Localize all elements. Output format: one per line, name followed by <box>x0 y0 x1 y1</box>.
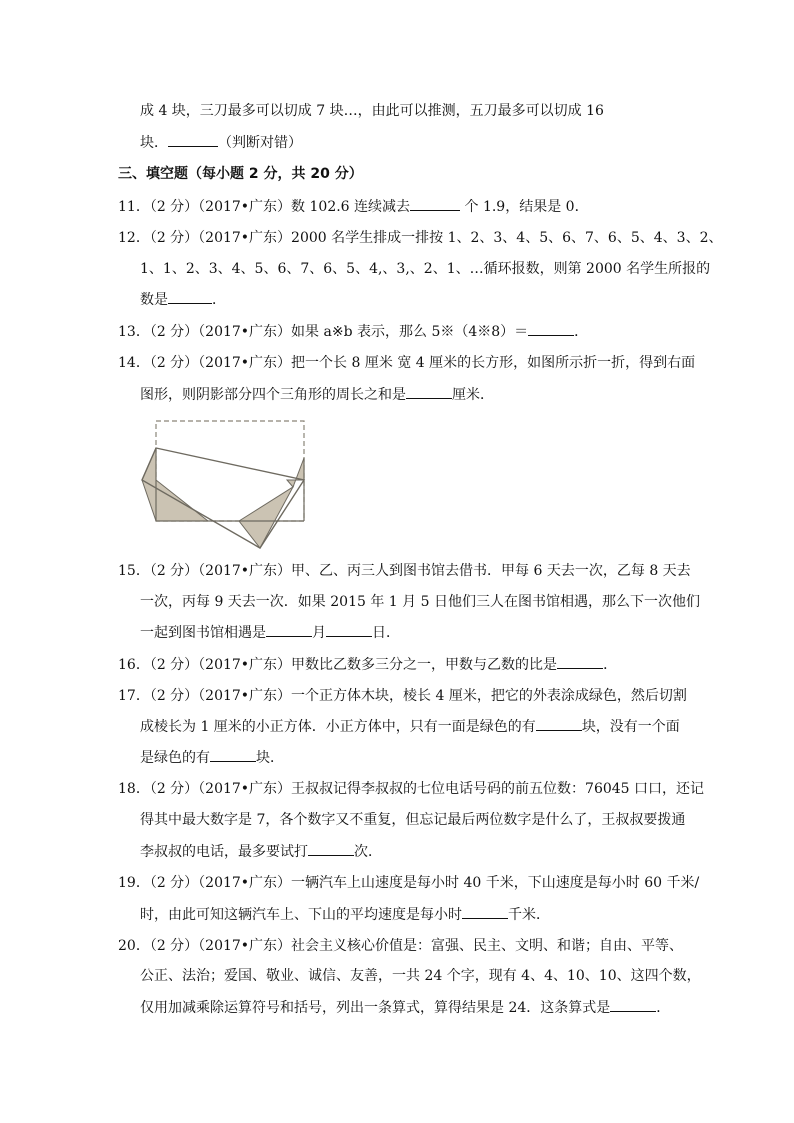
question-19-line-2: 时，由此可知这辆汽车上、下山的平均速度是每小时 千米． <box>140 904 550 925</box>
shaded-triangle-right <box>287 458 304 487</box>
answer-blank[interactable] <box>168 132 218 147</box>
question-15-line-1: 15．（2 分）（2017•广东）甲、乙、丙三人到图书馆去借书．甲每 6 天去一次，乙每 8 天去 <box>118 563 691 579</box>
question-15-line-3: 一起到图书馆相遇是 月 日． <box>140 622 400 643</box>
question-14-line-1: 14．（2 分）（2017•广东）把一个长 8 厘米 宽 4 厘米的长方形，如图所示折一折，得到右面 <box>118 355 696 371</box>
question-16: 16．（2 分）（2017•广东）甲数比乙数多三分之一，甲数与乙数的比是 ． <box>118 654 617 675</box>
question-20-line-2: 公正、法治；爱国、敬业、诚信、友善，一共 24 个字，现有 4、4、10、10、这四个数， <box>140 968 701 984</box>
question-17-line-2: 成棱长为 1 厘米的小正方体．小正方体中，只有一面是绿色的有 块，没有一个面 <box>140 716 680 737</box>
question-20-line-1: 20．（2 分）（2017•广东）社会主义核心价值是：富强、民主、文明、和谐；自由、平等、 <box>118 938 684 954</box>
answer-blank[interactable] <box>557 654 603 669</box>
answer-blank[interactable] <box>168 289 212 304</box>
line-q10-cont-2: 块． （判断对错） <box>140 132 302 153</box>
answer-blank[interactable] <box>326 622 372 637</box>
folded-rectangle-figure <box>135 418 310 550</box>
answer-blank[interactable] <box>406 384 452 399</box>
question-18-line-1: 18．（2 分）（2017•广东）王叔叔记得李叔叔的七位电话号码的前五位数：76045 口口，还记 <box>118 781 705 797</box>
question-20-line-3: 仅用加减乘除运算符号和括号，列出一条算式，算得结果是 24．这条算式是 ． <box>140 997 670 1018</box>
question-12-line-3: 数是 ． <box>140 289 226 310</box>
line-q10-cont-1: 成 4 块，三刀最多可以切成 7 块…，由此可以推测，五刀最多可以切成 16 <box>140 103 604 119</box>
question-19-line-1: 19．（2 分）（2017•广东）一辆汽车上山速度是每小时 40 千米，下山速度是每小时 60 千米/ <box>118 875 700 891</box>
question-18-line-3: 李叔叔的电话，最多要试打 次． <box>140 841 382 862</box>
question-15-line-2: 一次，丙每 9 天去一次．如果 2015 年 1 月 5 日他们三人在图书馆相遇，那么下一次他们 <box>140 594 700 610</box>
answer-blank[interactable] <box>462 904 508 919</box>
answer-blank[interactable] <box>536 716 582 731</box>
question-18-line-2: 得其中最大数字是 7，各个数字又不重复，但忘记最后两位数字是什么了，王叔叔要拨通 <box>140 812 686 828</box>
shaded-triangle-bottom-left <box>156 480 208 521</box>
answer-blank[interactable] <box>410 196 460 211</box>
answer-blank[interactable] <box>308 841 354 856</box>
answer-blank[interactable] <box>266 622 312 637</box>
answer-blank[interactable] <box>210 747 256 762</box>
answer-blank[interactable] <box>528 321 574 336</box>
question-17-line-1: 17．（2 分）（2017•广东）一个正方体木块，棱长 4 厘米，把它的外表涂成绿色，然后切割 <box>118 688 687 704</box>
question-12-line-2: 1、1、2、3、4、5、6、7、6、5、4,、3,、2、1、…循环报数，则第 2000 名学生所报的 <box>140 261 711 277</box>
question-11: 11．（2 分）（2017•广东）数 102.6 连续减去 个 1.9，结果是 0． <box>118 196 589 217</box>
answer-blank[interactable] <box>610 997 656 1012</box>
question-17-line-3: 是绿色的有 块． <box>140 747 284 768</box>
question-12-line-1: 12．（2 分）（2017•广东）2000 名学生排成一排按 1、2、3、4、5、6、7、6、5、4、3、2、 <box>118 230 723 246</box>
question-13: 13．（2 分）（2017•广东）如果 a※b 表示，那么 5※（4※8）＝ ． <box>118 321 588 342</box>
question-14-line-2: 图形，则阴影部分四个三角形的周长之和是 厘米． <box>140 384 494 405</box>
section-heading: 三、填空题（每小题 2 分，共 20 分） <box>118 166 363 182</box>
